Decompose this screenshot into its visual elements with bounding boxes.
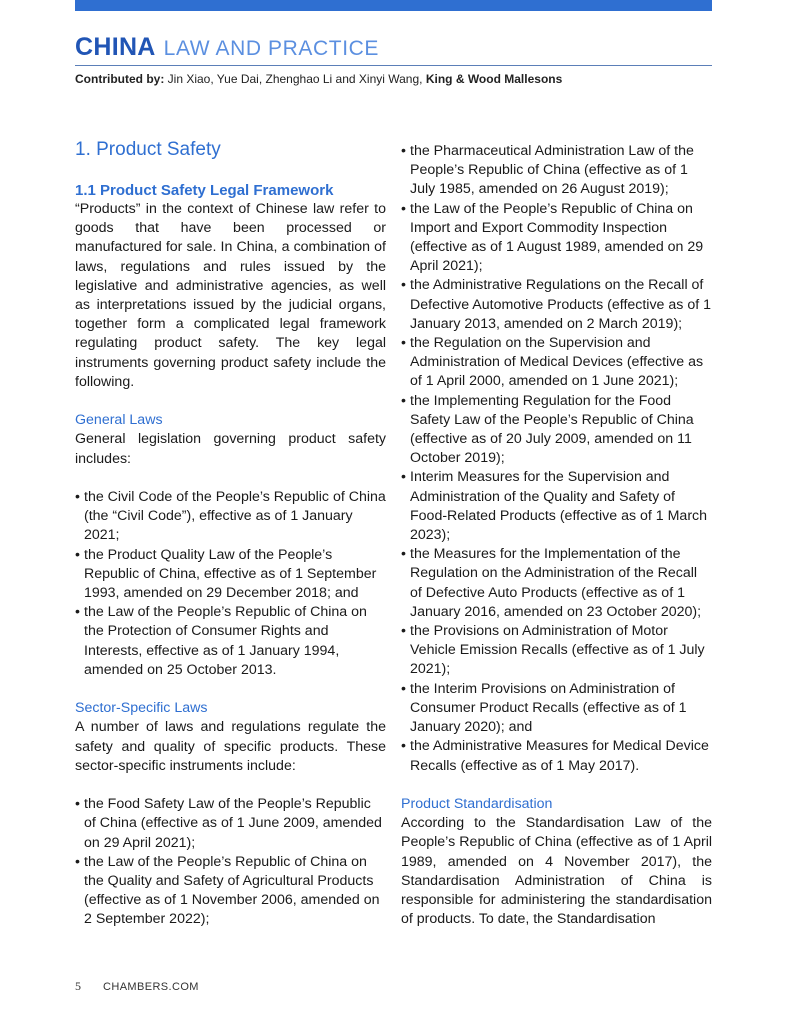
standardisation-heading: Product Standardisation <box>401 795 553 812</box>
list-item: • the Measures for the Implementation of the Regulation on the Administration of the Recall of Defective Auto Products (effective as of 1 January 2016, amended on 23 October 2020); <box>401 546 702 620</box>
general-laws-list <box>75 488 386 680</box>
general-laws-intro: General legislation governing product safety includes: <box>75 431 386 467</box>
section-title: 1. Product Safety <box>75 139 221 160</box>
subsection-title: 1.1 Product Safety Legal Framework <box>75 182 334 199</box>
list-item: • the Provisions on Administration of Motor Vehicle Emission Recalls (effective as of 1 July 2021); <box>401 623 705 678</box>
footer-site: CHAMBERS.COM <box>103 981 199 993</box>
list-item: • the Product Quality Law of the People’s Republic of China, effective as of 1 September 1993, amended on 29 December 2018; and <box>75 546 377 602</box>
page-number: 5 <box>75 979 81 993</box>
general-laws-heading: General Laws <box>75 412 163 429</box>
page-footer <box>75 979 199 994</box>
sector-laws-list-part2 <box>401 142 712 776</box>
sector-laws-heading: Sector-Specific Laws <box>75 700 208 717</box>
intro-paragraph: “Products” in the context of Chinese law refer to goods that have been processed or manufactured for sale. In China, a combination of laws, regulations and rules issued by the legislative and administrative agencies, as well as interpretations issued by the judicial organs, together form a complicated legal framework regulating product safety. The key legal instruments governing product safety include the following. <box>75 201 386 390</box>
list-item: • the Interim Provisions on Administration of Consumer Product Recalls (effective as of 1 January 2020); and <box>401 680 687 736</box>
jurisdiction-title: CHINA <box>75 33 156 61</box>
guide-title: LAW AND PRACTICE <box>163 37 380 60</box>
list-item: • the Civil Code of the People’s Republic of China (the “Civil Code”), effective as of 1 January 2021; <box>75 489 386 544</box>
list-item: • the Law of the People’s Republic of China on Import and Export Commodity Inspection (effective as of 1 August 1989, amended on 29 April 2021); <box>401 200 704 275</box>
page-header <box>75 33 712 86</box>
list-item: • the Administrative Measures for Medical Device Recalls (effective as of 1 May 2017). <box>401 738 709 774</box>
contributors-label: Contributed by: <box>75 72 165 86</box>
title-line <box>75 33 712 62</box>
list-item: • the Administrative Regulations on the Recall of Defective Automotive Products (effective as of 1 January 2013, amended on 2 March 2019); <box>401 277 711 332</box>
top-accent-bar <box>75 0 712 11</box>
list-item: • the Food Safety Law of the People’s Republic of China (effective as of 1 June 2009, amended on 29 April 2021); <box>75 796 382 851</box>
list-item: • the Law of the People’s Republic of China on the Protection of Consumer Rights and Interests, effective as of 1 January 1994, amended on 25 October 2013. <box>75 604 367 678</box>
standardisation-paragraph: According to the Standardisation Law of the People’s Republic of China (effective as of 1 April 1989, amended on 4 November 2017), the Standardisation Administration of China is responsible for administering the standardisation of products. To date, the Standardisation <box>401 815 712 928</box>
left-column <box>75 138 386 930</box>
contributors-line <box>75 72 712 86</box>
list-item: • the Pharmaceutical Administration Law of the People’s Republic of China (effective as of 1 July 1985, amended on 26 August 2019); <box>401 143 694 198</box>
list-item: • the Law of the People’s Republic of China on the Quality and Safety of Agricultural Products (effective as of 1 November 2006, amended on 2 September 2022); <box>75 853 380 928</box>
list-item: • the Implementing Regulation for the Food Safety Law of the People’s Republic of China (effective as of 20 July 2009, amended on 11 October 2019); <box>401 392 694 467</box>
law-firm-name: King & Wood Mallesons <box>425 72 563 86</box>
list-item: • the Regulation on the Supervision and Administration of Medical Devices (effective as of 1 April 2000, amended on 1 June 2021); <box>401 335 704 390</box>
sector-laws-list-part1 <box>75 795 386 929</box>
right-column <box>401 142 712 929</box>
header-divider <box>75 65 712 66</box>
list-item: • Interim Measures for the Supervision and Administration of the Quality and Safety of Food-Related Products (effective as of 1 March 2023); <box>401 469 708 544</box>
contributors-names: Jin Xiao, Yue Dai, Zhenghao Li and Xinyi Wang, <box>164 72 426 86</box>
sector-laws-intro: A number of laws and regulations regulate the safety and quality of specific products. These sector-specific instruments include: <box>75 719 386 774</box>
